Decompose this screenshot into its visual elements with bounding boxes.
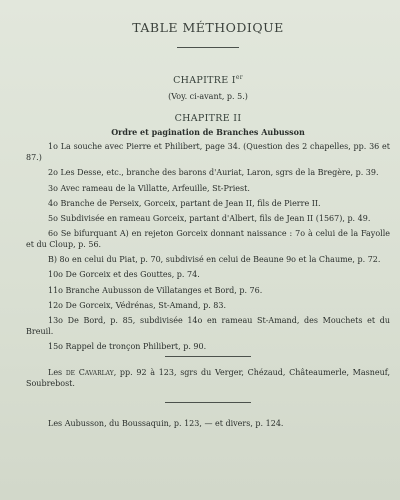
entry-number: 2o [48,168,58,178]
chapitre-1-sup: er [235,74,243,81]
entry-list [26,141,390,352]
section-rule [165,402,251,403]
list-item [26,285,390,296]
chapitre-1-note: (Voy. ci-avant, p. 5.) [168,92,248,102]
chapitre-2-heading: CHAPITRE II [174,113,242,125]
entry-number: 10o [48,270,63,280]
list-item [26,141,390,163]
entry-text: Les Desse, etc., branche des barons d'Auriat, Laron, sgrs de la Bregère, p. 39. [60,168,379,178]
entry-text: Se bifurquant A) en rejeton Gorceix donnant naissance : 7o à celui de la Fayolle et du Cloup, p. 56. [26,229,390,250]
title-rule [177,47,239,48]
list-item [26,183,390,194]
list-item [26,213,390,224]
list-item [26,269,390,280]
entry-text: De Gorceix et des Gouttes, p. 74. [65,270,200,280]
entry-text: B) 8o en celui du Piat, p. 70, subdivisé en celui de Beaune 9o et la Chaume, p. 72. [48,255,381,265]
list-item [26,315,390,337]
list-item [26,228,390,250]
entry-number: 3o [48,183,58,193]
entry-text: Branche Aubusson de Villatanges et Bord, p. 76. [65,285,263,295]
list-item [26,198,390,209]
entry-number: 1o [48,142,58,152]
entry-text: La souche avec Pierre et Philibert, page 34. (Question des 2 chapelles, pp. 36 et 87.) [26,142,391,163]
entry-number: 5o [48,213,58,223]
list-item [26,341,390,352]
list-item [26,254,390,265]
entry-number: 13o [48,316,63,326]
entry-text: Rappel de tronçon Philibert, p. 90. [65,342,207,352]
cavarlay-prefix: Les [48,368,63,378]
list-item [26,167,390,178]
entry-number: 15o [48,342,63,352]
chapitre-1-label: CHAPITRE I [173,75,236,87]
section-rule [165,356,251,357]
cavarlay-name: de Cavarlay [65,368,114,378]
entry-number: 12o [48,300,63,310]
chapitre-1-heading [26,74,390,86]
entry-text: Subdivisée en rameau Gorceix, partant d'Albert, fils de Jean II (1567), p. 49. [60,213,371,223]
cavarlay-text: , pp. 92 à 123, sgrs du Verger, Chézaud, Châteaumerle, Masneuf, Soubrebost. [26,368,391,389]
chapitre-2-subtitle: Ordre et pagination de Branches Aubusson [111,127,305,138]
boussaquin-paragraph: Les Aubusson, du Boussaquin, p. 123, — et divers, p. 124. [48,419,284,429]
entry-number: 6o [48,229,58,239]
entry-text: De Gorceix, Védrénas, St-Amand, p. 83. [65,300,227,310]
entry-text: Branche de Perseix, Gorceix, partant de Jean II, fils de Pierre II. [60,198,321,208]
entry-text: De Bord, p. 85, subdivisée 14o en rameau St-Amand, des Mouchets et du Breuil. [26,316,390,337]
cavarlay-paragraph [26,367,390,389]
list-item [26,300,390,311]
entry-number: 11o [48,285,63,295]
page-title: TABLE MÉTHODIQUE [132,20,284,35]
entry-text: Avec rameau de la Villatte, Arfeuille, St-Priest. [60,183,250,193]
entry-number: 4o [48,198,58,208]
